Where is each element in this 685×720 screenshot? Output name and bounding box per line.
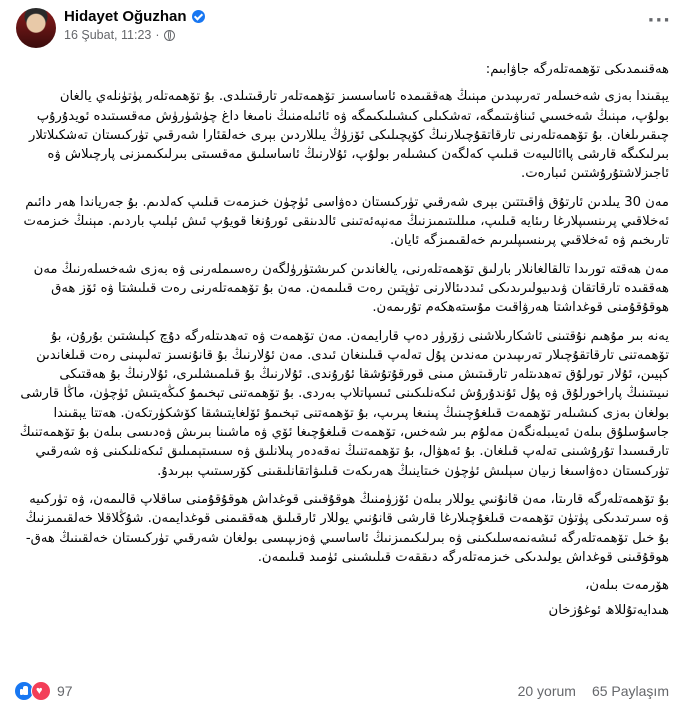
post-closing: ھۆرمەت بىلەن، — [585, 578, 669, 594]
post-paragraph-2: مەن 30 يىلدىن ئارتۇق ۋاقىتتىن بېرى شەرقىي تۈركىستان دەۋاسى ئۈچۈن خىزمەت قىلىپ كەلدىم. بۇ جەرياندا ھەر دائىم ئەخلاقىي پرىنسىپلارغا رىئايە قىلىپ، مىللىتىمىزنىڭ مەنپەئەتىنى ئالدىنقى ئورۇنغا قويۇپ ئىش ئېلىپ باردىم. مېنىڭ خىزمەت تارىخىم ۋە ئەخلاقىي پرىنسىپلىرىم خەلقىمىزگە ئايان. — [23, 194, 669, 249]
reactions-count[interactable]: 97 — [57, 683, 73, 699]
separator-dot: · — [155, 28, 160, 42]
post-paragraph-1: يېقىندا بەزى شەخسلەر تەرىپىدىن مېنىڭ ھەققىمدە ئاساسسىز تۆھمەتلەر تارقىتىلدى. بۇ تۆھمەتلەر پۈتۈنلەي يالغان بولۇپ، مېنىڭ شەخسىي ئىناۋىتىمگە، تەشكىلى كىشىلىكىمگە ۋە ئائىلەمنىڭ نامىغا داغ چۈشۈرۈش مەقسىتىدە ئويدۇرۇپ چىقىرىلغان. بۇ تۆھمەتلەرنى تارقاتقۇچىلارنىڭ كۆپچىلىكى ئۆزۈڭ يىللاردىن بېرى خەلقئارا شەرقىي تۈركىستان تەشكىلاتلار بىرلىكىگە قارشى پاائالىيەت قىلىپ كەلگەن كىشىلەر بولۇپ، ئۇلارنىڭ ئاساسلىق مەقسىتى بىرلىكىمىزنى پارچىلاش ۋە ئاجىزلاشتۇرۇشتىن ئىبارەت. — [28, 89, 669, 182]
post-subline — [64, 28, 205, 42]
more-options-icon[interactable]: ··· — [647, 10, 671, 31]
reactions-summary[interactable] — [14, 681, 73, 701]
author-row — [64, 8, 205, 25]
love-reaction-icon: ♥ — [31, 681, 51, 701]
author-avatar[interactable] — [16, 8, 56, 48]
post-meta — [64, 6, 205, 42]
post-salutation: ھەقنىمدىكى تۆھمەتلەرگە جاۋابىم: — [485, 62, 669, 77]
engagement-counts — [518, 683, 669, 699]
verified-badge-icon — [192, 10, 205, 23]
comments-count[interactable]: 20 yorum — [517, 683, 576, 699]
globe-icon[interactable] — [164, 30, 175, 41]
post-stats-bar — [14, 680, 669, 702]
post-paragraph-3: مەن ھەقتە تورىدا تالقالغانلار بارلىق تۆھمەتلەرنى، يالغاندىن كىرىشتۈرۈلگەن رەسىملەرنى ۋە بەزى شەخسلەرنىڭ مەن ھەققىدە تارقاتقان ۋىدىيولىرىدىكى ئىددىئالارنى تۈپتىن رەت قىلىمەن. مەن بۇ تۆھمەتلەرنى رەت قىلىشتا ۋە ئۆز ھەق ھوقۇقۇمنى قوغداشتا ھەرۋاقىت مۇستەھكەم تۇرىمەن. — [33, 261, 669, 316]
post-timestamp[interactable]: 16 Şubat, 11:23 — [64, 28, 152, 42]
post-paragraph-5: بۇ تۆھمەتلەرگە قارىتا، مەن قانۇنىي يوللار بىلەن ئۆزۈمنىڭ ھوقۇقىنى قوغداش ھوقۇقۇمنى ساقلاپ قالىمەن، ۋە تۈركىيە ۋە سىرتىدىكى پۈتۈن تۆھمەت قىلغۇچىلارغا قارشى قانۇنىي يوللار ئارقىلىق ھەققىمنى قوغدايمەن. شۇڭلاقلا خەلقىمىزنىڭ بۇ خىل تۆھمەتلەرگە ئىشەنمەسلىكىنى ۋە بىرلىكىمىزنىڭ ئاساسىي ۋەزىپىسى بولغان شەرقىي تۈركىستان خەلقىنىڭ ھەق-ھوقۇقىنى قوغداش يولىدىكى خىزمەتلەرگە دىققەت قىلىشىنى ئۈمىد قىلىمەن. — [25, 491, 669, 565]
post-signature: ھىدايەتۇللاھ ئوغۇزخان — [548, 603, 669, 619]
post-header — [16, 0, 671, 60]
post-paragraph-4: يەنە بىر مۇھىم نۇقتىنى ئاشكارىلاشنى زۆرۈر دەپ قارايمەن. مەن تۆھمەت ۋە تەھدىتلەرگە دۇچ كېلىشتىن بۇرۇن، بۇ تۆھمەتنى تارقاتقۇچىلار تەرىپىدىن مەندىن پۇل تەلەپ قىلىنغان ئىدى. مەن ئۇلارنىڭ بۇ قانۇنسىز تەلىپىنى رەت قىلغاندىن كېيىن، ئۇلار تورلۇق تەھدىتلەر تارقىتىش مىنى قورقۇتۇشقا ئۇرۇندى. ئۇلارنىڭ بۇ قىلمىشلىرى، ئۇلارنىڭ بۇ ھەقتىكى نىيىتىنىڭ پاراخورلۇق ۋە پۇل ئۇندۇرۇش ئىكەنلىكىنى ئىسپاتلاپ بەردى. بۇ تۆھمەتنى تېخىمۇ كىڭەيتىش ئۈچۈن، ماڭا قارشى بولغان بەزى كىشىلەر تۆھمەت قىلغۇچىنىڭ پىنىغا پىرىپ، بۇ تۆھمەتنى تېخىمۇ ئۆلغايتىشقا كۆشكۈرتكەن. ھەتتا يېقىندا جاسۇسلۇق بىلەن ئەيىبلەنگەن مەلۇم بىر شەخس، تۆھمەت قىلغۇچىغا ئۆي ۋە ماشىنا بىرىش ۋەدىسى بىلەن بۇ تۆھمەتنىڭ تارقىسىدا تۇرۇشىنى تەلەپ قىلغان. بۇ ئەھۋال، بۇ تۆھمەتنىڭ نەقەدەر پىلانلىق ۋە سىستېمىلىق ئىكەنلىكىنى ۋە شەرقىي تۈركىستان دەۋاسىغا زىيان سېلىش ئۈچۈن خىتاينىڭ ھەرىكەت قىلىۋاتقانلىقىنى كۆرسىتىپ بېرىدۇ. — [19, 328, 669, 479]
shares-count[interactable]: 65 Paylaşım — [591, 683, 669, 699]
author-name[interactable]: Hidayet Oğuzhan — [64, 8, 187, 25]
post-body — [16, 60, 671, 621]
